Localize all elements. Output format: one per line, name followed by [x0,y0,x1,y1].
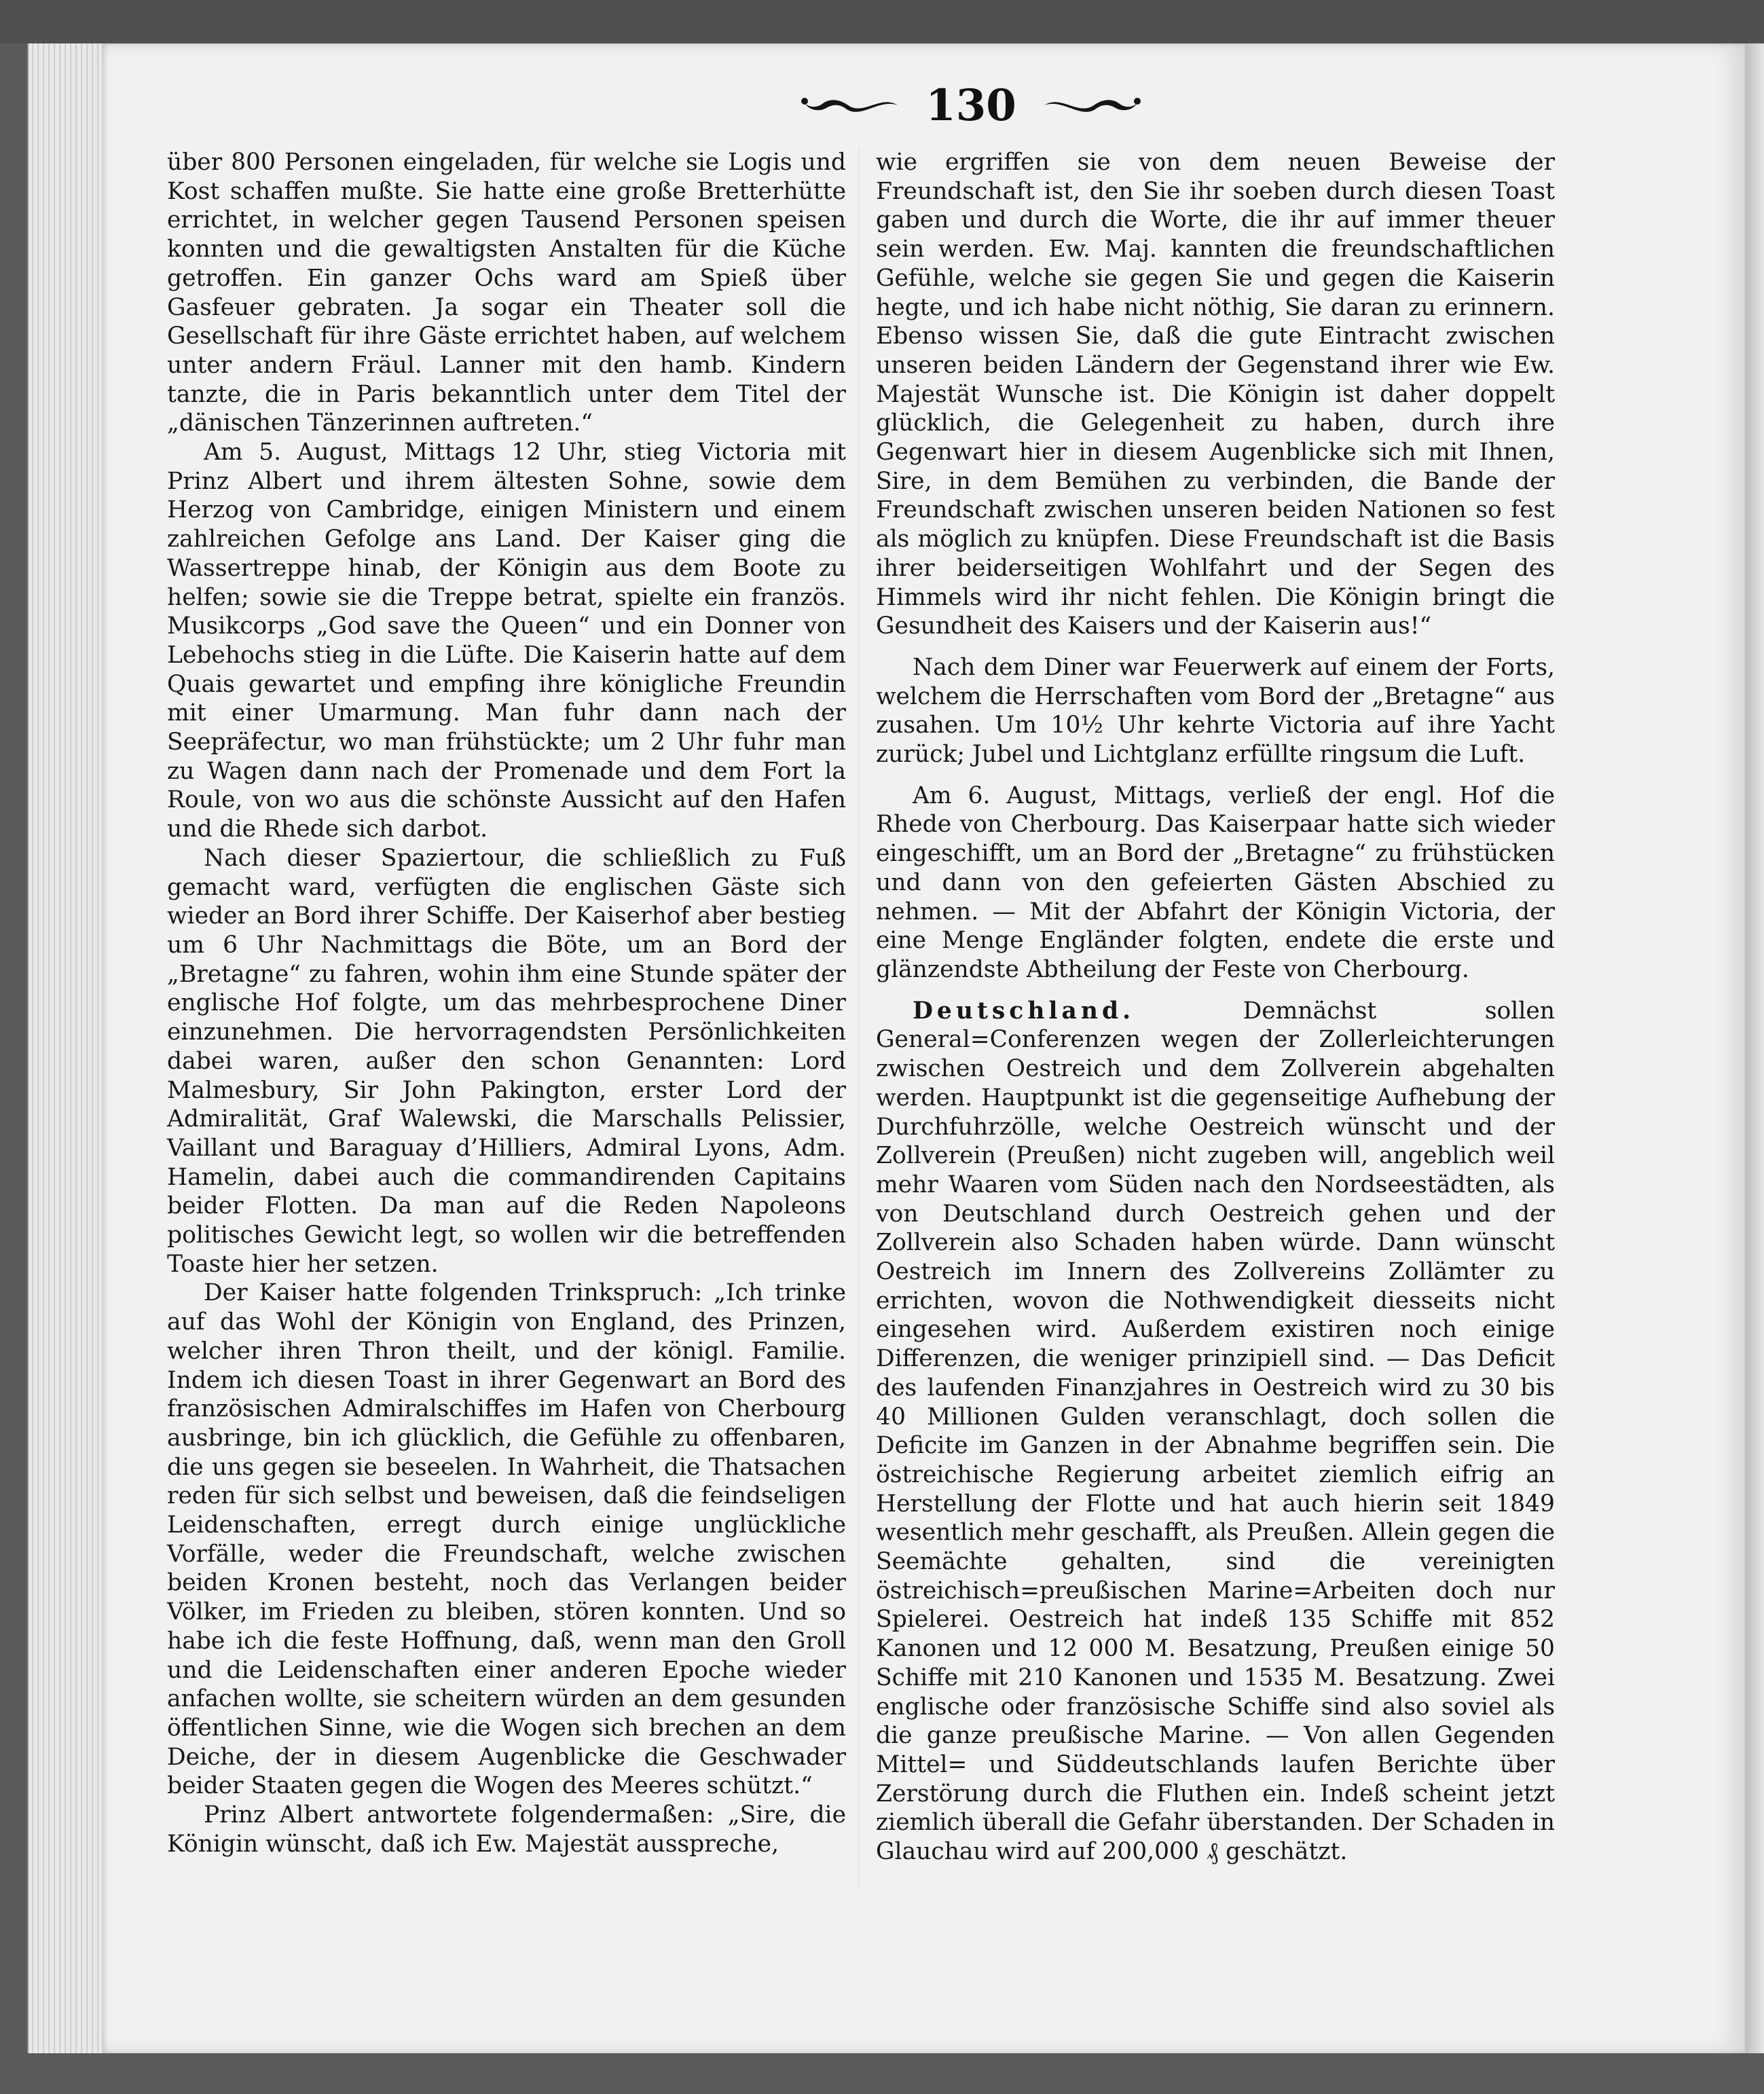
left-paragraph-2: Am 5. August, Mittags 12 Uhr, stieg Victoria mit Prinz Albert und ihrem ältesten Sohne, sowie dem Herzog von Cambridge, einigen Ministern und einem zahlreichen Gefolge ans Land. Der Kaiser ging die Wassertreppe hinab, der Königin aus dem Boote zu helfen; sowie sie die Treppe betrat, spielte ein französ. Musikcorps „God save the Queen“ und ein Donner von Lebehochs stieg in die Lüfte. Die Kaiserin hatte auf dem Quais gewartet und empfing ihre königliche Freundin mit einer Umarmung. Man fuhr dann nach der Seepräfectur, wo man frühstückte; um 2 Uhr fuhr man zu Wagen dann nach der Promenade und dem Fort la Roule, von wo aus die schönste Aussicht auf den Hafen und die Rhede sich darbot. [167,439,846,843]
ornament-swirl-left-icon [799,92,901,119]
book-page-edges [27,43,103,2053]
page-number: 130 [925,79,1016,131]
section-heading-deutschland: Deutschland. [913,997,1135,1025]
right-column [876,148,1555,1867]
left-paragraph-1: über 800 Personen eingeladen, für welche sie Logis und Kost schaffen mußte. Sie hatte eine große Bretterhütte errichtet, in welcher gegen Tausend Personen speisen konnten und die gewaltigsten Anstalten für die Küche getroffen. Ein ganzer Ochs ward am Spieß über Gasfeuer gebraten. Ja sogar ein Theater soll die Gesellschaft für ihre Gäste errichtet haben, auf welchem unter andern Fräul. Lanner mit den hamb. Kindern tanzte, die in Paris bekanntlich unter dem Titel der „dänischen Tänzerinnen auftreten.“ [167,149,846,437]
left-paragraph-4: Der Kaiser hatte folgenden Trinkspruch: „Ich trinke auf das Wohl der Königin von England, des Prinzen, welcher ihren Thron theilt, und der königl. Familie. Indem ich diesen Toast in ihrer Gegenwart an Bord des französischen Admiralschiffes im Hafen von Cherbourg ausbringe, bin ich glücklich, die Gefühle zu offenbaren, die uns gegen sie beseelen. In Wahrheit, die Thatsachen reden für sich selbst und beweisen, daß die feindseligen Leidenschaften, erregt durch einige unglückliche Vorfälle, weder die Freundschaft, welche zwischen beiden Kronen besteht, noch das Verlangen beider Völker, im Frieden zu bleiben, stören konnten. Und so habe ich die feste Hoffnung, daß, wenn man den Groll und die Leidenschaften einer anderen Epoche wieder anfachen wollte, sie scheitern würden an dem gesunden öffentlichen Sinne, wie die Wogen sich brechen an dem Deiche, der in diesem Augenblicke die Geschwader beider Staaten gegen die Wogen des Meeres schützt.“ [167,1279,846,1800]
left-column [167,148,846,1858]
right-paragraph-4 [876,997,1555,1867]
left-paragraph-5: Prinz Albert antwortete folgendermaßen: „Sire, die Königin wünscht, daß ich Ew. Majestät ausspreche, [167,1801,846,1858]
scan-background [0,0,1764,43]
ornament-swirl-right-icon [1041,92,1143,119]
right-paragraph-2: Nach dem Diner war Feuerwerk auf einem der Forts, welchem die Herrschaften vom Bord der „Bretagne“ aus zusahen. Um 10½ Uhr kehrte Victoria auf ihre Yacht zurück; Jubel und Lichtglanz erfüllte ringsum die Luft. [876,653,1555,769]
column-gutter [858,148,860,1886]
left-paragraph-3: Nach dieser Spaziertour, die schließlich zu Fuß gemacht ward, verfügten die englischen Gäste sich wieder an Bord ihrer Schiffe. Der Kaiserhof aber bestieg um 6 Uhr Nachmittags die Böte, um an Bord der „Bretagne“ zu fahren, wohin ihm eine Stunde später der englische Hof folgte, um das mehrbesprochene Diner einzunehmen. Die hervorragendsten Persönlichkeiten dabei waren, außer den schon Genannten: Lord Malmesbury, Sir John Pakington, erster Lord der Admiralität, Graf Walewski, die Marschalls Pelissier, Vaillant und Baraguay d’Hilliers, Admiral Lyons, Adm. Hamelin, dabei auch die commandirenden Capitains beider Flotten. Da man auf die Reden Napoleons politisches Gewicht legt, so wollen wir die betreffenden Toaste hier her setzen. [167,844,846,1278]
page-header [781,68,1161,143]
right-paragraph-3: Am 6. August, Mittags, verließ der engl. Hof die Rhede von Cherbourg. Das Kaiserpaar hatte sich wieder eingeschifft, um an Bord der „Bretagne“ zu frühstücken und dann von den gefeierten Gästen Abschied zu nehmen. — Mit der Abfahrt der Königin Victoria, der eine Menge Engländer folgten, endete die erste und glänzendste Abtheilung der Feste von Cherbourg. [876,782,1555,983]
right-paragraph-4-body: Demnächst sollen General=Conferenzen wegen der Zollerleichterungen zwischen Oestreich und dem Zollverein abgehalten werden. Hauptpunkt ist die gegenseitige Aufhebung der Durchfuhrzölle, welche Oestreich wünscht und der Zollverein (Preußen) nicht zugeben will, angeblich weil mehr Waaren vom Süden nach den Nordseestädten, als von Deutschland durch Oestreich gehen und der Zollverein also Schaden haben würde. Dann wünscht Oestreich im Innern des Zollvereins Zollämter zu errichten, wovon die Nothwendigkeit diesseits nicht eingesehen wird. Außerdem existiren noch einige Differenzen, die weniger prinzipiell sind. — Das Deficit des laufenden Finanzjahres in Oestreich wird zu 30 bis 40 Millionen Gulden veranschlagt, doch sollen die Deficite im Ganzen in der Abnahme begriffen sein. Die östreichische Regierung arbeitet ziemlich eifrig an Herstellung der Flotte und hat auch hierin seit 1849 wesentlich mehr geschafft, als Preußen. Allein gegen die Seemächte gehalten, sind die vereinigten östreichisch=preußischen Marine=Arbeiten doch nur Spielerei. Oestreich hat indeß 135 Schiffe mit 852 Kanonen und 12 000 M. Besatzung, Preußen einige 50 Schiffe mit 210 Kanonen und 1535 M. Besatzung. Zwei englische oder französische Schiffe sind also soviel als die ganze preußische Marine. — Von allen Gegenden Mittel= und Süddeutschlands laufen Berichte über Zerstörung durch die Fluthen ein. Indeß scheint jetzt ziemlich überall die Gefahr überstanden. Der Schaden in Glauchau wird auf 200,000 ₰ geschätzt. [876,997,1556,1866]
book-right-edge [1745,43,1764,2053]
right-paragraph-1: wie ergriffen sie von dem neuen Beweise der Freundschaft ist, den Sie ihr soeben durch diesen Toast gaben und durch die Worte, die ihr auf immer theuer sein werden. Ew. Maj. kannten die freundschaftlichen Gefühle, welche sie gegen Sie und gegen die Kaiserin hegte, und ich habe nicht nöthig, Sie daran zu erinnern. Ebenso wissen Sie, daß die gute Eintracht zwischen unseren beiden Ländern der Gegenstand ihrer wie Ew. Majestät Wunsche ist. Die Königin ist daher doppelt glücklich, die Gelegenheit zu haben, durch ihre Gegenwart hier in diesem Augenblicke sich mit Ihnen, Sire, in dem Bemühen zu verbinden, die Bande der Freundschaft zwischen unseren beiden Nationen so fest als möglich zu knüpfen. Diese Freundschaft ist die Basis ihrer beiderseitigen Wohlfahrt und der Segen des Himmels wird ihr nicht fehlen. Die Königin bringt die Gesundheit des Kaisers und der Kaiserin aus!“ [876,149,1555,640]
